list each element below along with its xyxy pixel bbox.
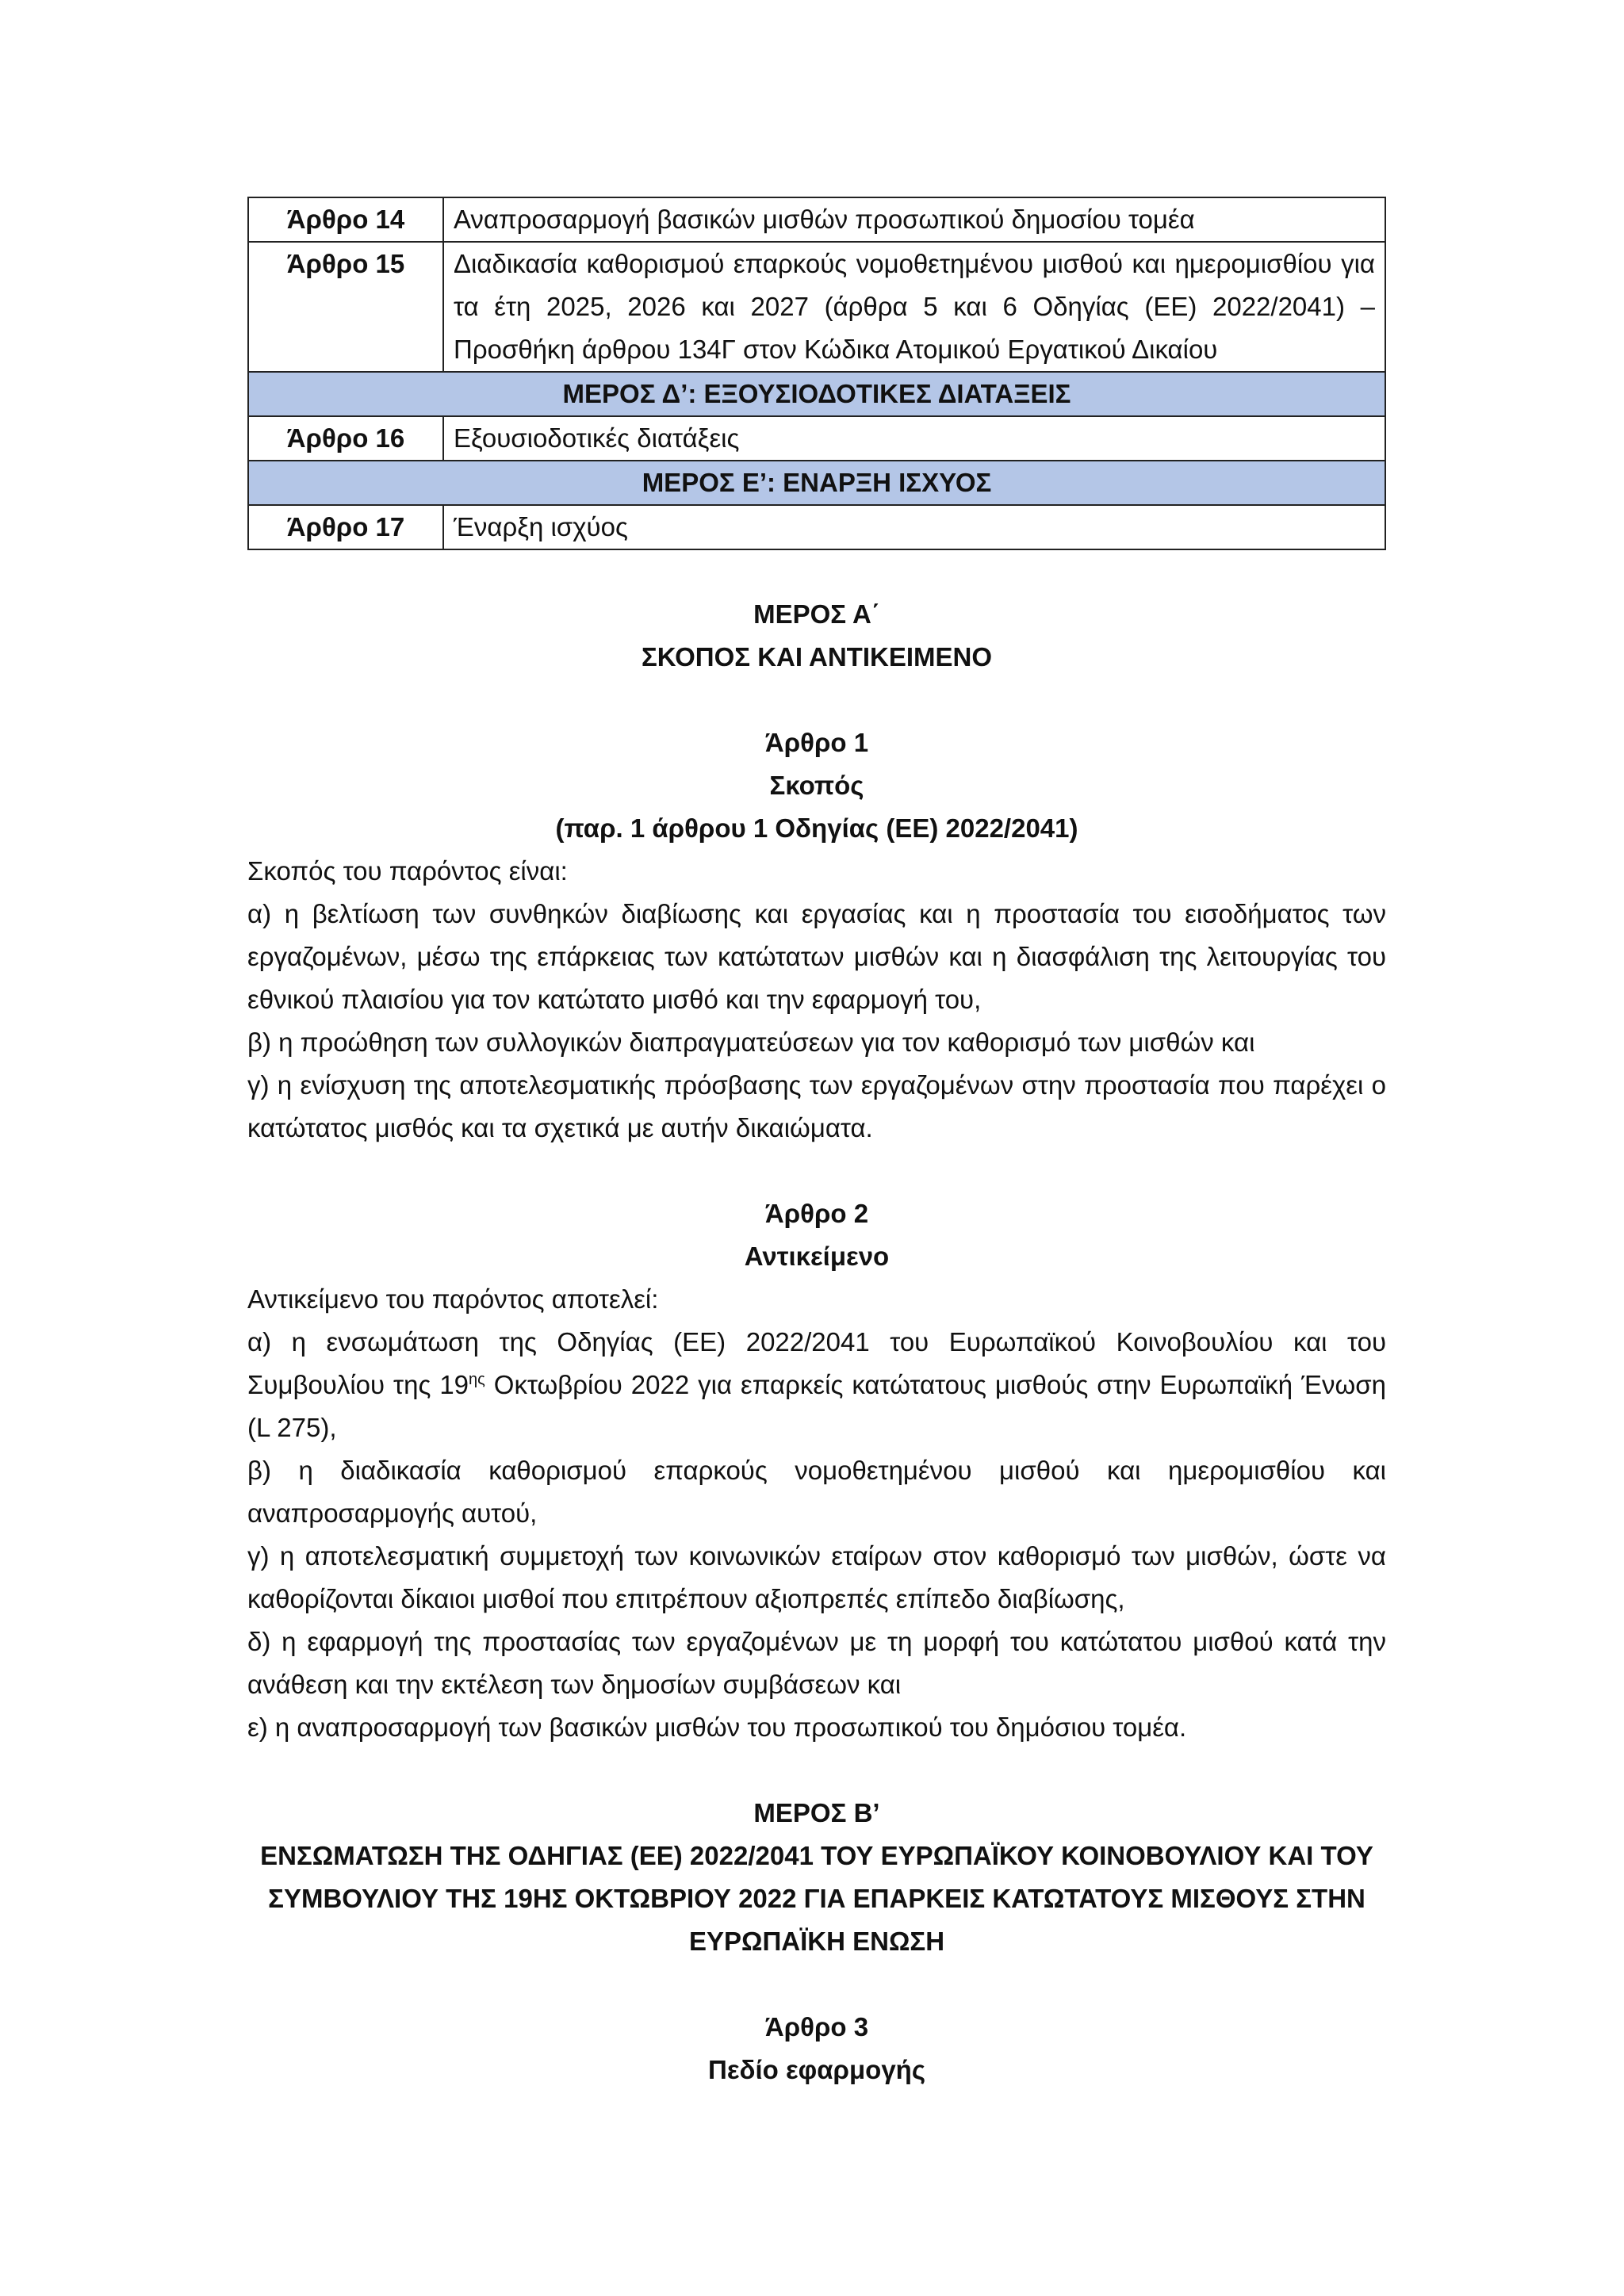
document-page bbox=[247, 197, 1386, 2091]
table-row bbox=[248, 416, 1385, 461]
article-2-item-a-text-end: Οκτωβρίου 2022 για επαρκείς κατώτατους μισθούς στην Ευρωπαϊκή Ένωση (L 275), bbox=[247, 1370, 1386, 1442]
part-a-heading: ΜΕΡΟΣ Α΄ bbox=[753, 599, 880, 629]
article-2-title: Αντικείμενο bbox=[744, 1242, 890, 1271]
toc-part-title: ΜΕΡΟΣ Ε’: ΕΝΑΡΞΗ ΙΣΧΥΟΣ bbox=[248, 461, 1385, 505]
article-2-intro: Αντικείμενο του παρόντος αποτελεί: bbox=[247, 1284, 659, 1314]
article-2-item-d: δ) η εφαρμογή της προστασίας των εργαζομένων με τη μορφή του κατώτατου μισθού κατά την ανάθεση και την εκτέλεση των δημοσίων συμβάσεων και bbox=[247, 1627, 1386, 1699]
toc-part-title: ΜΕΡΟΣ Δ’: ΕΞΟΥΣΙΟΔΟΤΙΚΕΣ ΔΙΑΤΑΞΕΙΣ bbox=[248, 372, 1385, 416]
part-b-subheading: ΕΝΣΩΜΑΤΩΣΗ ΤΗΣ ΟΔΗΓΙΑΣ (ΕΕ) 2022/2041 ΤΟΥ ΕΥΡΩΠΑΪΚΟΥ ΚΟΙΝΟΒΟΥΛΙΟΥ ΚΑΙ ΤΟΥ ΣΥΜΒΟΥΛΙΟΥ ΤΗΣ 19ΗΣ ΟΚΤΩΒΡΙΟΥ 2022 ΓΙΑ ΕΠΑΡΚΕΙΣ ΚΑΤΩΤΑΤΟΥΣ ΜΙΣΘΟΥΣ ΣΤΗΝ ΕΥΡΩΠΑΪΚΗ ΕΝΩΣΗ bbox=[260, 1841, 1373, 1956]
toc-part-row bbox=[248, 461, 1385, 505]
toc-article-number: Άρθρο 15 bbox=[248, 242, 443, 372]
article-2-item-c: γ) η αποτελεσματική συμμετοχή των κοινωνικών εταίρων στον καθορισμό των μισθών, ώστε να καθορίζονται δίκαιοι μισθοί που επιτρέπουν αξιοπρεπές επίπεδο διαβίωσης, bbox=[247, 1541, 1386, 1613]
toc-part-row bbox=[248, 372, 1385, 416]
table-of-contents bbox=[247, 197, 1386, 550]
table-row bbox=[248, 197, 1385, 242]
article-1-intro: Σκοπός του παρόντος είναι: bbox=[247, 856, 568, 886]
toc-article-number: Άρθρο 16 bbox=[248, 416, 443, 461]
article-1-title: Σκοπός bbox=[769, 771, 864, 800]
article-2-item-a-text: α) η ενσωμάτωση της Οδηγίας (ΕΕ) 2022/2041 του Ευρωπαϊκού Κοινοβουλίου και του Συμβουλίου της 19 bbox=[247, 1327, 1386, 1399]
toc-article-title: Εξουσιοδοτικές διατάξεις bbox=[443, 416, 1385, 461]
article-1-reference: (παρ. 1 άρθρου 1 Οδηγίας (ΕΕ) 2022/2041) bbox=[555, 813, 1078, 843]
table-row bbox=[248, 505, 1385, 549]
part-b-heading: ΜΕΡΟΣ Β’ bbox=[753, 1798, 880, 1827]
table-row bbox=[248, 242, 1385, 372]
article-1-number: Άρθρο 1 bbox=[764, 728, 869, 757]
article-1-item-b: β) η προώθηση των συλλογικών διαπραγματεύσεων για τον καθορισμό των μισθών και bbox=[247, 1027, 1255, 1057]
article-1-item-a: α) η βελτίωση των συνθηκών διαβίωσης και εργασίας και η προστασία του εισοδήματος των εργαζομένων, μέσω της επάρκειας των κατώτατων μισθών και η διασφάλιση της λειτουργίας του εθνικού πλαισίου για τον κατώτατο μισθό και την εφαρμογή του, bbox=[247, 899, 1386, 1014]
toc-article-title: Έναρξη ισχύος bbox=[443, 505, 1385, 549]
toc-article-title: Αναπροσαρμογή βασικών μισθών προσωπικού δημοσίου τομέα bbox=[443, 197, 1385, 242]
article-3-number: Άρθρο 3 bbox=[764, 2012, 869, 2042]
article-1-item-c: γ) η ενίσχυση της αποτελεσματικής πρόσβασης των εργαζομένων στην προστασία που παρέχει ο κατώτατος μισθός και τα σχετικά με αυτήν δικαιώματα. bbox=[247, 1070, 1386, 1142]
article-2-item-a bbox=[247, 1321, 1386, 1449]
toc-article-title: Διαδικασία καθορισμού επαρκούς νομοθετημένου μισθού και ημερομισθίου για τα έτη 2025, 2026 και 2027 (άρθρα 5 και 6 Οδηγίας (ΕΕ) 2022/2041) – Προσθήκη άρθρου 134Γ στον Κώδικα Ατομικού Εργατικού Δικαίου bbox=[443, 242, 1385, 372]
article-2-item-e: ε) η αναπροσαρμογή των βασικών μισθών του προσωπικού του δημόσιου τομέα. bbox=[247, 1712, 1187, 1742]
article-2-item-b: β) η διαδικασία καθορισμού επαρκούς νομοθετημένου μισθού και ημερομισθίου και αναπροσαρμογής αυτού, bbox=[247, 1456, 1386, 1528]
article-3-title: Πεδίο εφαρμογής bbox=[708, 2055, 925, 2084]
toc-article-number: Άρθρο 14 bbox=[248, 197, 443, 242]
ordinal-superscript: ης bbox=[469, 1371, 485, 1388]
part-a-subheading: ΣΚΟΠΟΣ ΚΑΙ ΑΝΤΙΚΕΙΜΕΝΟ bbox=[641, 642, 993, 672]
toc-article-number: Άρθρο 17 bbox=[248, 505, 443, 549]
article-2-number: Άρθρο 2 bbox=[764, 1199, 869, 1228]
